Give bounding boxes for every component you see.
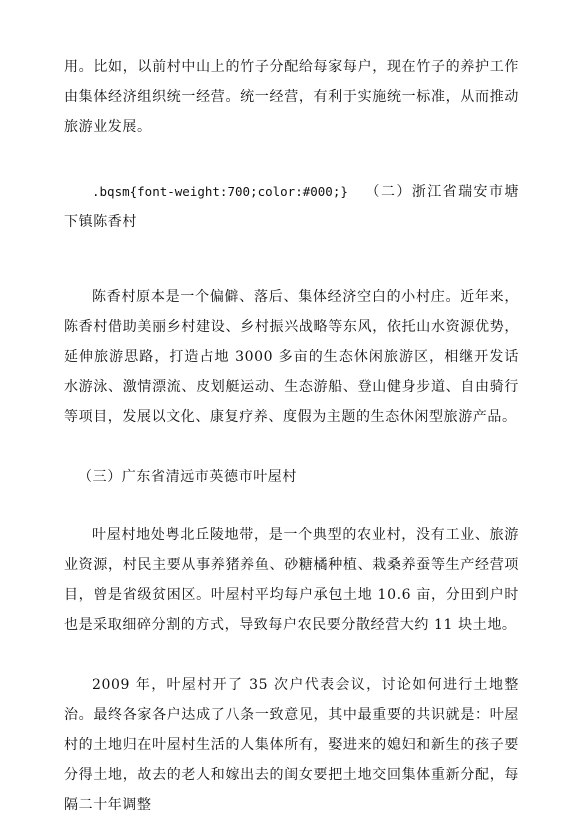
section-heading-3: （三）广东省清远市英德市叶屋村 [78, 469, 297, 485]
section-heading-2 [64, 177, 519, 237]
stray-css-text: .bqsm{font-weight:700;color:#000;} [92, 184, 348, 199]
document-page [64, 52, 519, 820]
paragraph-intro: 用。比如，以前村中山上的竹子分配给每家每户，现在竹子的养护工作由集体经济组织统一经营。统一经营，有利于实施统一标准，从而推动旅游业发展。 [64, 59, 519, 135]
paragraph-yewu: 叶屋村地处粤北丘陵地带，是一个典型的农业村，没有工业、旅游业资源，村民主要从事养猪养鱼、砂糖橘种植、栽桑养蚕等生产经营项目，曾是省级贫困区。叶屋村平均每户承包土地 10.6 亩，分田到户时也是采取细碎分割的方式，导致每户农民要分散经营大约 11 块土地。 [64, 527, 519, 633]
paragraph-land-consolidation: 2009 年，叶屋村开了 35 次户代表会议，讨论如何进行土地整治。最终各家各户达成了八条一致意见，其中最重要的共识就是：叶屋村的土地归在叶屋村生活的人集体所有，娶进来的媳妇和新生的孩子要分得土地，故去的老人和嫁出去的闺女要把土地交回集体重新分配，每隔二十年调整 [64, 677, 519, 813]
paragraph-chenxiang: 陈香村原本是一个偏僻、落后、集体经济空白的小村庄。近年来，陈香村借助美丽乡村建设、乡村振兴战略等东风，依托山水资源优势，延伸旅游思路，打造占地 3000 多亩的生态休闲旅游区，相继开发话水游泳、激情漂流、皮划艇运动、生态游船、登山健身步道、自由骑行等项目，发展以文化、康复疗养、度假为主题的生态休闲型旅游产品。 [64, 289, 519, 425]
section-heading-2-title: （二）浙江省瑞安市塘下镇陈香村 [64, 184, 520, 230]
